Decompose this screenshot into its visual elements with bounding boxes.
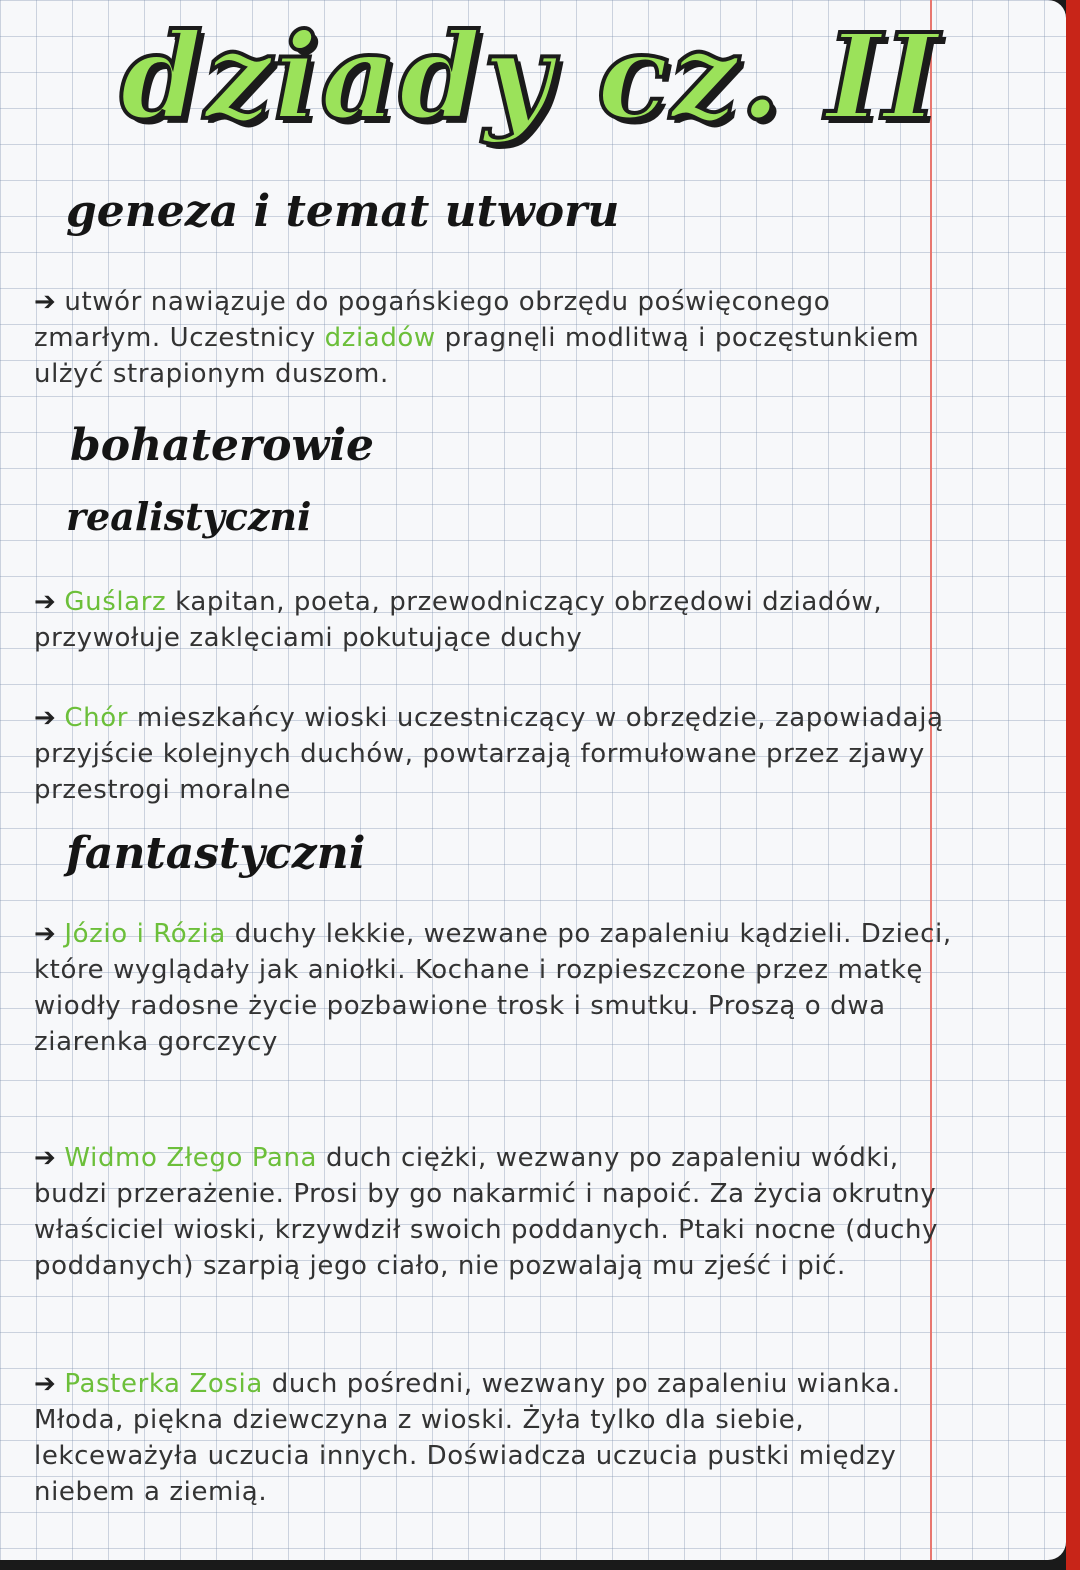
character-name: Józio i Rózia [64,919,226,949]
arrow-right-icon: ➔ [34,587,57,617]
paragraph-chor [34,700,964,808]
arrow-right-icon: ➔ [34,703,57,733]
paragraph-text: pragnęli modlitwą i poczęstunkiem ulżyć strapionym duszom. [34,323,920,389]
paragraph-jozio-rozia [34,916,964,1060]
highlight-term: dziadów [324,323,436,353]
subheading-fantastyczni: fantastyczni [66,828,366,879]
character-name: Chór [64,703,129,733]
character-name: Pasterka Zosia [64,1369,263,1399]
arrow-right-icon: ➔ [34,1143,57,1173]
character-description: duch ciężki, wezwany po zapaleniu wódki, budzi przerażenie. Prosi by go nakarmić i napoić. Za życia okrutny właściciel wioski, krzywdził swoich poddanych. Ptaki nocne (duchy poddanych) szarpią jego ciało, nie pozwalają mu zjeść i pić. [34,1143,939,1281]
page-title: dziady cz. II [120,7,941,146]
arrow-right-icon: ➔ [34,1369,57,1399]
paragraph-text: utwór nawiązuje do pogańskiego obrzędu poświęconego zmarłym. Uczestnicy [34,287,831,353]
character-description: duchy lekkie, wezwane po zapaleniu kądzieli. Dzieci, które wyglądały jak aniołki. Kochane i rozpieszczone przez matkę wiodły radosne życie pozbawione trosk i smutku. Proszą o dwa ziarenka gorczycy [34,919,952,1057]
section-heading-geneza: geneza i temat utworu [66,186,620,237]
subheading-realistyczni: realistyczni [66,494,312,539]
character-description: duch pośredni, wezwany po zapaleniu wianka. Młoda, piękna dziewczyna z wioski. Żyła tylko dla siebie, lekceważyła uczucia innych. Doświadcza uczucia pustki między niebem a ziemią. [34,1369,901,1507]
paragraph-zosia [34,1366,964,1510]
character-name: Guślarz [64,587,167,617]
paragraph-guslarz [34,584,964,656]
section-heading-bohaterowie: bohaterowie [70,420,375,471]
character-description: kapitan, poeta, przewodniczący obrzędowi dziadów, przywołuje zaklęciami pokutujące duchy [34,587,883,653]
arrow-right-icon: ➔ [34,919,57,949]
paragraph-widmo [34,1140,964,1284]
paragraph-geneza [34,284,964,392]
notebook-cover-edge [1066,0,1080,1570]
character-description: mieszkańcy wioski uczestniczący w obrzędzie, zapowiadają przyjście kolejnych duchów, powtarzają formułowane przez zjawy przestrogi moralne [34,703,944,805]
character-name: Widmo Złego Pana [64,1143,318,1173]
arrow-right-icon: ➔ [34,287,57,317]
